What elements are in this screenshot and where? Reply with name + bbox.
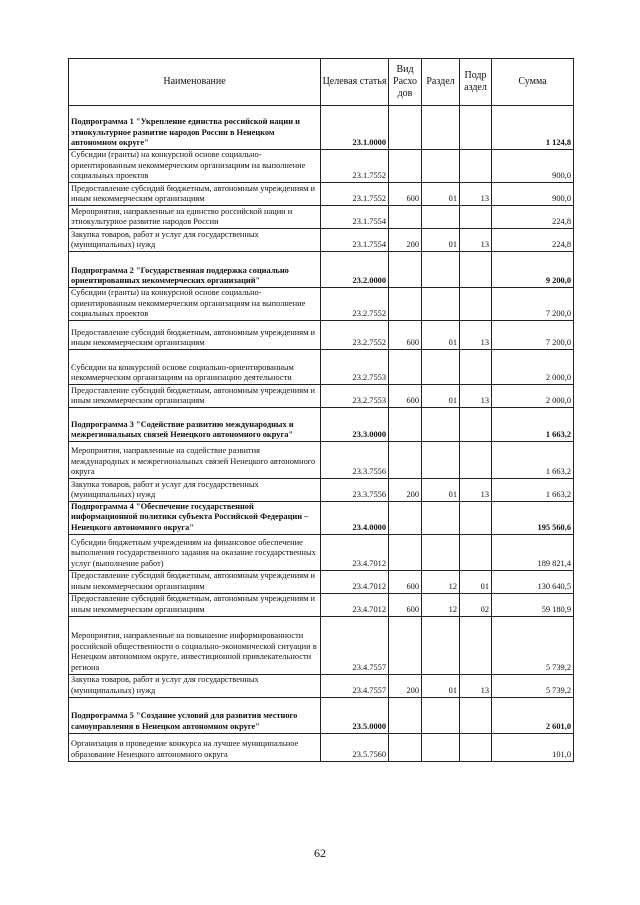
subprogram-row <box>69 251 574 287</box>
row-target-code: 23.2.0000 <box>321 251 389 287</box>
row-sum: 2 000,0 <box>492 349 574 384</box>
row-sum: 1 663,2 <box>492 407 574 441</box>
row-target-code: 23.3.7556 <box>321 478 389 501</box>
row-section <box>422 441 460 478</box>
row-subsection: 13 <box>460 228 492 251</box>
row-sum: 7 200,0 <box>492 287 574 320</box>
row-name: Предоставление субсидий бюджетным, автономным учреждениям и иным некоммерческим организациям <box>69 320 321 349</box>
page-number: 62 <box>314 846 326 860</box>
row-sum: 224,8 <box>492 228 574 251</box>
row-expense-type <box>389 534 422 570</box>
row-subsection: 02 <box>460 593 492 616</box>
row-section <box>422 407 460 441</box>
row-section <box>422 251 460 287</box>
header-section: Раздел <box>422 59 460 106</box>
row-expense-type <box>389 407 422 441</box>
row-name: Субсидии бюджетным учреждениям на финансовое обеспечение выполнения государственного задания на оказание государственных услуг (выполнение работ) <box>69 534 321 570</box>
row-target-code: 23.1.7554 <box>321 228 389 251</box>
row-subsection <box>460 441 492 478</box>
row-target-code: 23.2.7552 <box>321 287 389 320</box>
row-target-code: 23.1.0000 <box>321 106 389 150</box>
row-subsection <box>460 534 492 570</box>
row-section <box>422 616 460 674</box>
row-sum: 59 180,9 <box>492 593 574 616</box>
row-sum: 130 640,5 <box>492 570 574 593</box>
row-sum: 5 739,2 <box>492 616 574 674</box>
subprogram-row <box>69 697 574 733</box>
row-subsection: 13 <box>460 182 492 205</box>
header-sum: Сумма <box>492 59 574 106</box>
row-section <box>422 349 460 384</box>
row-target-code: 23.5.0000 <box>321 697 389 733</box>
row-target-code: 23.5.7560 <box>321 733 389 761</box>
row-sum: 900,0 <box>492 150 574 183</box>
row-expense-type: 600 <box>389 182 422 205</box>
row-target-code: 23.3.0000 <box>321 407 389 441</box>
row-target-code: 23.4.7012 <box>321 593 389 616</box>
table-header-row <box>69 59 574 106</box>
row-sum: 1 663,2 <box>492 478 574 501</box>
table-row <box>69 150 574 183</box>
row-name: Предоставление субсидий бюджетным, автономным учреждениям и иным некоммерческим организациям <box>69 384 321 407</box>
table-row <box>69 441 574 478</box>
row-subsection <box>460 287 492 320</box>
row-expense-type <box>389 501 422 534</box>
row-subsection <box>460 697 492 733</box>
row-expense-type <box>389 733 422 761</box>
row-target-code: 23.2.7553 <box>321 349 389 384</box>
row-subsection <box>460 501 492 534</box>
header-expense-type: Вид Расхо дов <box>389 59 422 106</box>
row-section: 12 <box>422 570 460 593</box>
header-subsection: Подр аздел <box>460 59 492 106</box>
table-row <box>69 384 574 407</box>
row-subsection <box>460 150 492 183</box>
row-name: Предоставление субсидий бюджетным, автономным учреждениям и иным некоммерческим организациям <box>69 593 321 616</box>
row-target-code: 23.1.7554 <box>321 205 389 228</box>
row-sum: 1 124,8 <box>492 106 574 150</box>
row-subsection <box>460 205 492 228</box>
row-expense-type: 200 <box>389 674 422 697</box>
budget-sheet <box>68 58 574 762</box>
row-subsection: 13 <box>460 320 492 349</box>
row-target-code: 23.4.0000 <box>321 501 389 534</box>
row-section <box>422 697 460 733</box>
row-target-code: 23.4.7012 <box>321 534 389 570</box>
row-sum: 2 601,0 <box>492 697 574 733</box>
table-row <box>69 182 574 205</box>
row-sum: 1 663,2 <box>492 441 574 478</box>
table-row <box>69 478 574 501</box>
row-section <box>422 733 460 761</box>
row-sum: 224,8 <box>492 205 574 228</box>
row-subsection: 13 <box>460 674 492 697</box>
row-expense-type: 200 <box>389 228 422 251</box>
table-row <box>69 320 574 349</box>
table-row <box>69 287 574 320</box>
row-sum: 5 739,2 <box>492 674 574 697</box>
row-target-code: 23.3.7556 <box>321 441 389 478</box>
row-subsection <box>460 733 492 761</box>
table-row <box>69 674 574 697</box>
row-subsection <box>460 251 492 287</box>
row-section <box>422 287 460 320</box>
row-section: 01 <box>422 674 460 697</box>
row-name: Закупка товаров, работ и услуг для государственных (муниципальных) нужд <box>69 478 321 501</box>
row-sum: 101,0 <box>492 733 574 761</box>
row-name: Закупка товаров, работ и услуг для государственных (муниципальных) нужд <box>69 228 321 251</box>
row-name: Мероприятия, направленные на повышение информированности российской общественности о социально-экономической ситуации в Ненецком автономном округе, инвестиционной привлекательности региона <box>69 616 321 674</box>
row-name: Закупка товаров, работ и услуг для государственных (муниципальных) нужд <box>69 674 321 697</box>
row-target-code: 23.1.7552 <box>321 182 389 205</box>
row-sum: 900,0 <box>492 182 574 205</box>
row-expense-type <box>389 106 422 150</box>
table-row <box>69 616 574 674</box>
row-section <box>422 205 460 228</box>
row-section <box>422 501 460 534</box>
row-expense-type: 600 <box>389 570 422 593</box>
row-subsection <box>460 407 492 441</box>
row-name: Предоставление субсидий бюджетным, автономным учреждениям и иным некоммерческим организациям <box>69 570 321 593</box>
row-target-code: 23.1.7552 <box>321 150 389 183</box>
row-section: 01 <box>422 320 460 349</box>
header-name: Наименование <box>69 59 321 106</box>
row-name: Предоставление субсидий бюджетным, автономным учреждениям и иным некоммерческим организациям <box>69 182 321 205</box>
row-name: Организация и проведение конкурса на лучшее муниципальное образование Ненецкого автономного округа <box>69 733 321 761</box>
row-sum: 189 821,4 <box>492 534 574 570</box>
row-expense-type: 600 <box>389 593 422 616</box>
subprogram-row <box>69 106 574 150</box>
row-sum: 9 200,0 <box>492 251 574 287</box>
row-subsection: 13 <box>460 384 492 407</box>
header-target: Целевая статья <box>321 59 389 106</box>
row-sum: 7 200,0 <box>492 320 574 349</box>
subprogram-row <box>69 501 574 534</box>
row-expense-type <box>389 205 422 228</box>
row-name: Подпрограмма 5 "Создание условий для развития местного самоуправления в Ненецком автономном округе" <box>69 697 321 733</box>
row-section <box>422 106 460 150</box>
table-row <box>69 205 574 228</box>
row-name: Субсидии (гранты) на конкурсной основе социально-ориентированным некоммерческим организациям на выполнение социальных проектов <box>69 150 321 183</box>
table-row <box>69 534 574 570</box>
row-expense-type: 600 <box>389 320 422 349</box>
row-sum: 195 560,6 <box>492 501 574 534</box>
row-expense-type <box>389 441 422 478</box>
row-expense-type <box>389 251 422 287</box>
row-subsection <box>460 616 492 674</box>
row-expense-type: 200 <box>389 478 422 501</box>
row-target-code: 23.2.7553 <box>321 384 389 407</box>
row-target-code: 23.4.7012 <box>321 570 389 593</box>
row-section: 01 <box>422 228 460 251</box>
row-name: Подпрограмма 4 "Обеспечение государственной информационной политики субъекта Российской Федерации – Ненецкого автономного округа" <box>69 501 321 534</box>
table-row <box>69 570 574 593</box>
row-section: 01 <box>422 182 460 205</box>
row-name: Субсидии (гранты) на конкурсной основе социально-ориентированным некоммерческим организациям на выполнение социальных проектов <box>69 287 321 320</box>
row-name: Подпрограмма 1 "Укрепление единства российской нации и этнокультурное развитие народов России в Ненецком автономном округе" <box>69 106 321 150</box>
row-expense-type <box>389 697 422 733</box>
row-name: Подпрограмма 3 "Содействие развитию международных и межрегиональных связей Ненецкого автономного округа" <box>69 407 321 441</box>
row-section <box>422 150 460 183</box>
row-name: Мероприятия, направленные на содействие развития международных и межрегиональных связей Ненецкого автономного округа <box>69 441 321 478</box>
table-row <box>69 733 574 761</box>
row-subsection: 13 <box>460 478 492 501</box>
row-expense-type <box>389 616 422 674</box>
table-row <box>69 593 574 616</box>
row-section <box>422 534 460 570</box>
table-row <box>69 228 574 251</box>
row-section: 12 <box>422 593 460 616</box>
row-target-code: 23.4.7557 <box>321 674 389 697</box>
row-expense-type <box>389 349 422 384</box>
row-sum: 2 000,0 <box>492 384 574 407</box>
budget-table <box>68 58 574 762</box>
row-subsection <box>460 106 492 150</box>
table-row <box>69 349 574 384</box>
row-target-code: 23.4.7557 <box>321 616 389 674</box>
row-name: Подпрограмма 2 "Государственная поддержка социально ориентированных некоммерческих организаций" <box>69 251 321 287</box>
row-subsection <box>460 349 492 384</box>
row-name: Мероприятия, направленные на единство российской нации и этнокультурное развитие народов России <box>69 205 321 228</box>
row-expense-type: 600 <box>389 384 422 407</box>
subprogram-row <box>69 407 574 441</box>
row-expense-type <box>389 150 422 183</box>
row-expense-type <box>389 287 422 320</box>
row-target-code: 23.2.7552 <box>321 320 389 349</box>
row-section: 01 <box>422 384 460 407</box>
row-section: 01 <box>422 478 460 501</box>
row-subsection: 01 <box>460 570 492 593</box>
row-name: Субсидии на конкурсной основе социально-ориентированным некоммерческим организациям на организацию деятельности <box>69 349 321 384</box>
